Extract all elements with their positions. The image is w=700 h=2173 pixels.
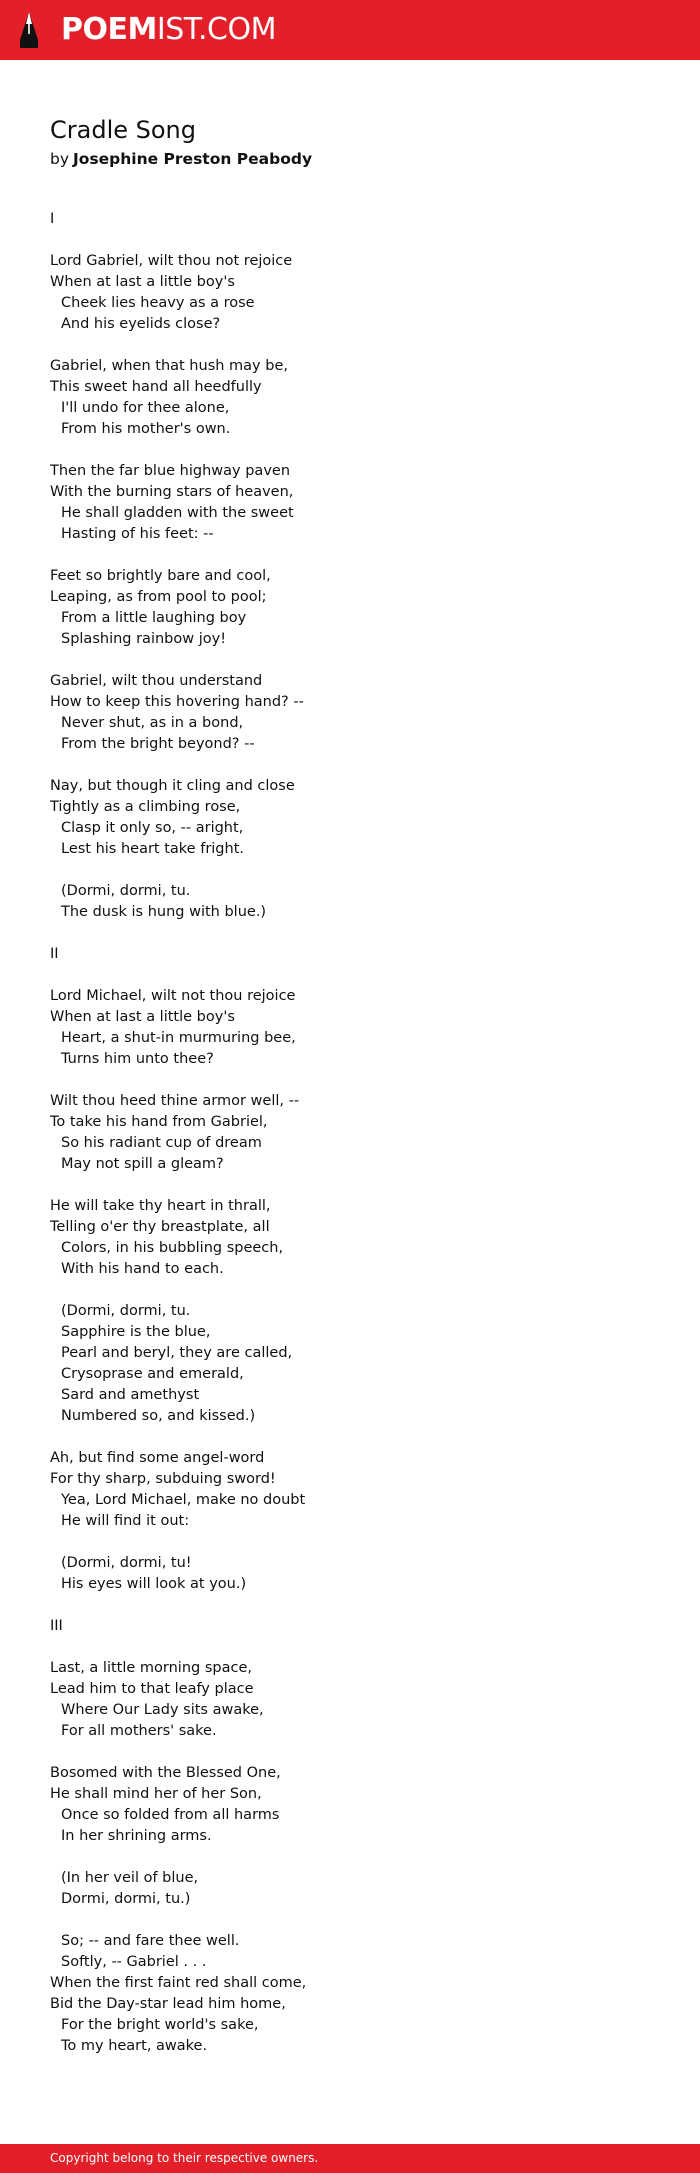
stanza-break: [50, 1910, 650, 1931]
poem-line: When at last a little boy's: [50, 274, 235, 290]
site-footer: [0, 2144, 700, 2173]
stanza-break: [50, 923, 650, 944]
poem-line: For the bright world's sake,: [61, 2017, 259, 2033]
poem-line: Splashing rainbow joy!: [61, 631, 227, 647]
by-label: by: [50, 150, 70, 168]
poem-line: From the bright beyond? --: [61, 736, 255, 752]
poem-line: Never shut, as in a bond,: [61, 715, 244, 731]
poem-line: Once so folded from all harms: [61, 1807, 280, 1823]
poem-line: Leaping, as from pool to pool;: [50, 589, 267, 605]
stanza-break: [50, 335, 650, 356]
poem-line: Dormi, dormi, tu.): [61, 1891, 191, 1907]
poem-line: Colors, in his bubbling speech,: [61, 1240, 284, 1256]
poem-line: For all mothers' sake.: [61, 1723, 217, 1739]
poem-line: When the first faint red shall come,: [50, 1975, 307, 1991]
stanza-break: [50, 1847, 650, 1868]
poem-line: Where Our Lady sits awake,: [61, 1702, 264, 1718]
poem-line: Bid the Day-star lead him home,: [50, 1996, 286, 2012]
poem-line: From a little laughing boy: [61, 610, 247, 626]
poem-line: Lord Gabriel, wilt thou not rejoice: [50, 253, 293, 269]
poem-line: Softly, -- Gabriel . . .: [61, 1954, 207, 1970]
poem-line: The dusk is hung with blue.): [61, 904, 267, 920]
stanza-break: [50, 755, 650, 776]
poem-line: Bosomed with the Blessed One,: [50, 1765, 281, 1781]
poem-line: When at last a little boy's: [50, 1009, 235, 1025]
poem-line: Last, a little morning space,: [50, 1660, 252, 1676]
stanza-break: [50, 1427, 650, 1448]
poem-line: He shall mind her of her Son,: [50, 1786, 262, 1802]
poem-line: He shall gladden with the sweet: [61, 505, 294, 521]
poem-content: [50, 114, 650, 2057]
poem-line: Sard and amethyst: [61, 1387, 200, 1403]
poem-line: So his radiant cup of dream: [61, 1135, 262, 1151]
poem-line: To take his hand from Gabriel,: [50, 1114, 268, 1130]
poem-line: Ah, but find some angel-word: [50, 1450, 265, 1466]
stanza-break: [50, 1175, 650, 1196]
poem-line: Feet so brightly bare and cool,: [50, 568, 271, 584]
poem-line: From his mother's own.: [61, 421, 231, 437]
poem-line: Numbered so, and kissed.): [61, 1408, 256, 1424]
poem-line: Hasting of his feet: --: [61, 526, 214, 542]
stanza-break: [50, 1595, 650, 1616]
poem-line: Turns him unto thee?: [61, 1051, 214, 1067]
poem-line: And his eyelids close?: [61, 316, 221, 332]
poem-line: To my heart, awake.: [61, 2038, 208, 2054]
stanza-break: [50, 230, 650, 251]
poem-line: Wilt thou heed thine armor well, --: [50, 1093, 300, 1109]
poem-line: Lead him to that leafy place: [50, 1681, 254, 1697]
copyright-text: Copyright belong to their respective owners.: [50, 2151, 319, 2165]
poem-line: His eyes will look at you.): [61, 1576, 247, 1592]
poem-line: (Dormi, dormi, tu!: [61, 1555, 192, 1571]
poem-line: I: [50, 211, 55, 227]
poem-line: He will find it out:: [61, 1513, 190, 1529]
stanza-break: [50, 650, 650, 671]
poem-title: Cradle Song: [50, 116, 196, 144]
stanza-break: [50, 1532, 650, 1553]
author-link[interactable]: Josephine Preston Peabody: [73, 150, 313, 168]
poem-line: III: [50, 1618, 63, 1634]
poem-line: He will take thy heart in thrall,: [50, 1198, 271, 1214]
poem-line: Clasp it only so, -- aright,: [61, 820, 244, 836]
site-logo-link[interactable]: [61, 10, 276, 50]
poem-line: Heart, a shut-in murmuring bee,: [61, 1030, 296, 1046]
poem-line: (Dormi, dormi, tu.: [61, 883, 191, 899]
poem-line: Gabriel, when that hush may be,: [50, 358, 288, 374]
poem-line: How to keep this hovering hand? --: [50, 694, 304, 710]
poem-line: (Dormi, dormi, tu.: [61, 1303, 191, 1319]
poem-line: Lord Michael, wilt not thou rejoice: [50, 988, 296, 1004]
poem-line: Pearl and beryl, they are called,: [61, 1345, 293, 1361]
poem-line: With the burning stars of heaven,: [50, 484, 294, 500]
poem-line: Then the far blue highway paven: [50, 463, 291, 479]
pen-nib-logo-icon[interactable]: [16, 10, 42, 50]
poem-line: Yea, Lord Michael, make no doubt: [61, 1492, 306, 1508]
poem-line: Crysoprase and emerald,: [61, 1366, 244, 1382]
poem-line: I'll undo for thee alone,: [61, 400, 230, 416]
poem-line: Nay, but though it cling and close: [50, 778, 295, 794]
stanza-break: [50, 1280, 650, 1301]
poem-line: Sapphire is the blue,: [61, 1324, 211, 1340]
stanza-break: [50, 545, 650, 566]
poem-line: Tightly as a climbing rose,: [50, 799, 241, 815]
poem-line: Cheek lies heavy as a rose: [61, 295, 255, 311]
logo-text-bold: POEM: [61, 12, 157, 47]
stanza-break: [50, 1742, 650, 1763]
stanza-break: [50, 440, 650, 461]
poem-line: This sweet hand all heedfully: [50, 379, 262, 395]
poem-line: May not spill a gleam?: [61, 1156, 224, 1172]
byline: [50, 147, 650, 171]
poem-line: So; -- and fare thee well.: [61, 1933, 240, 1949]
poem-body: [50, 209, 650, 2057]
poem-line: In her shrining arms.: [61, 1828, 212, 1844]
stanza-break: [50, 1637, 650, 1658]
poem-line: With his hand to each.: [61, 1261, 224, 1277]
stanza-break: [50, 1070, 650, 1091]
poem-line: (In her veil of blue,: [61, 1870, 199, 1886]
poem-line: Gabriel, wilt thou understand: [50, 673, 263, 689]
poem-line: For thy sharp, subduing sword!: [50, 1471, 276, 1487]
poem-line: II: [50, 946, 59, 962]
poem-line: Telling o'er thy breastplate, all: [50, 1219, 270, 1235]
poem-line: Lest his heart take fright.: [61, 841, 244, 857]
site-header: [0, 0, 700, 60]
stanza-break: [50, 965, 650, 986]
stanza-break: [50, 860, 650, 881]
logo-text-light: IST.COM: [156, 12, 276, 47]
